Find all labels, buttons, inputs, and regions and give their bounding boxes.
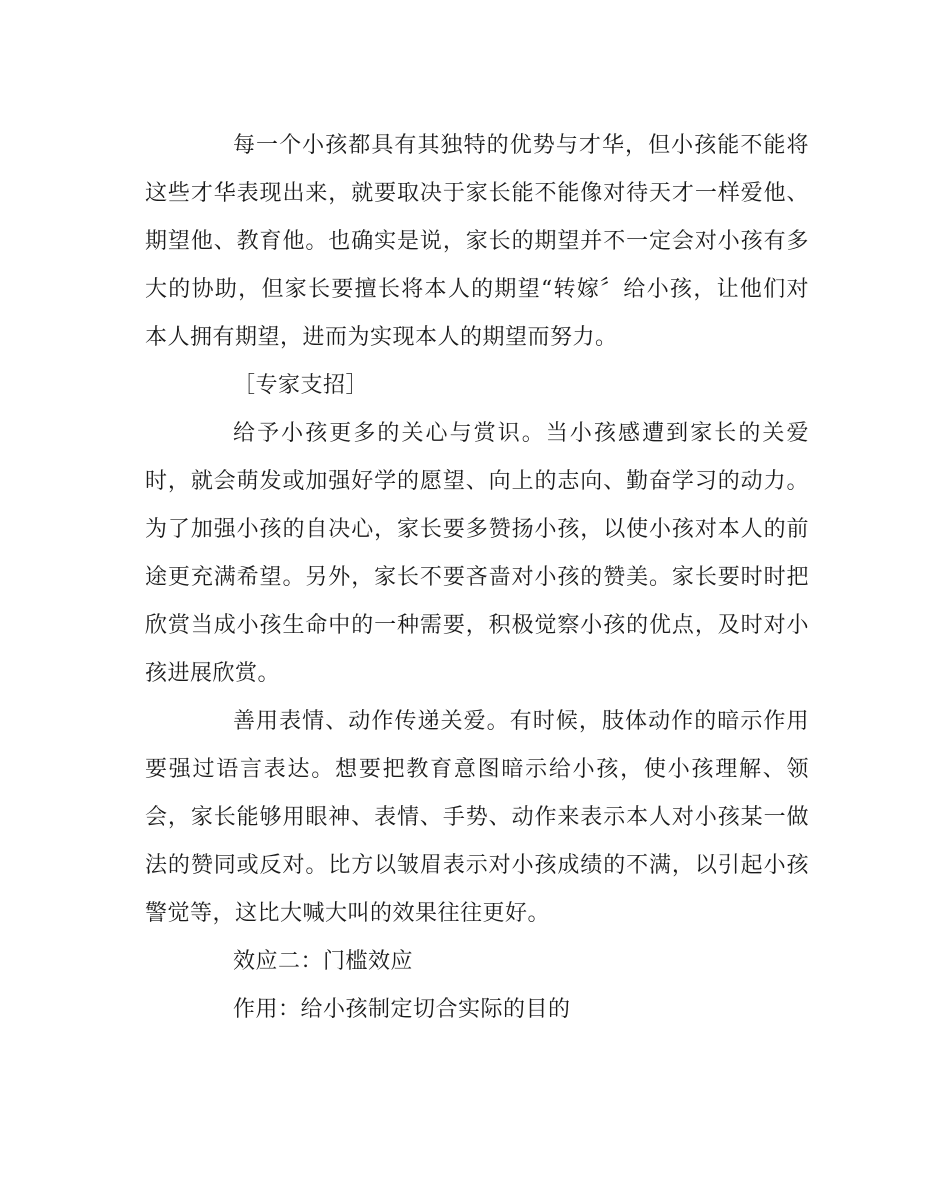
section-subheading-purpose: 作用：给小孩制定切合实际的目的 bbox=[233, 997, 571, 1022]
section-heading-expert-tips: ［专家支招］ bbox=[233, 373, 369, 398]
paragraph-expression-gesture: 善用表情、动作传递关爱。有时候，肢体动作的暗示作用要强过语言表达。想要把教育意图暗示给小孩，使小孩理解、领会，家长能够用眼神、表情、手势、动作来表示本人对小孩某一做法的赞同或反对。比方以皱眉表示对小孩成绩的不满，以引起小孩警觉等，这比大喊大叫的效果往往更好。 bbox=[145, 709, 809, 926]
section-heading-threshold-effect: 效应二：门槛效应 bbox=[233, 949, 414, 974]
paragraph-care-appreciation: 给予小孩更多的关心与赏识。当小孩感遭到家长的关爱时，就会萌发或加强好学的愿望、向上的志向、勤奋学习的动力。为了加强小孩的自决心，家长要多赞扬小孩，以使小孩对本人的前途更充满希望。另外，家长不要吝啬对小孩的赞美。家长要时时把欣赏当成小孩生命中的一种需要，积极觉察小孩的优点，及时对小孩进展欣赏。 bbox=[145, 421, 809, 686]
document-body bbox=[145, 122, 809, 1034]
paragraph-expectation: 每一个小孩都具有其独特的优势与才华，但小孩能不能将这些才华表现出来，就要取决于家长能不能像对待天才一样爱他、期望他、教育他。也确实是说，家长的期望并不一定会对小孩有多大的协助，但家长要擅长将本人的期望“转嫁〞给小孩，让他们对本人拥有期望，进而为实现本人的期望而努力。 bbox=[145, 133, 809, 350]
